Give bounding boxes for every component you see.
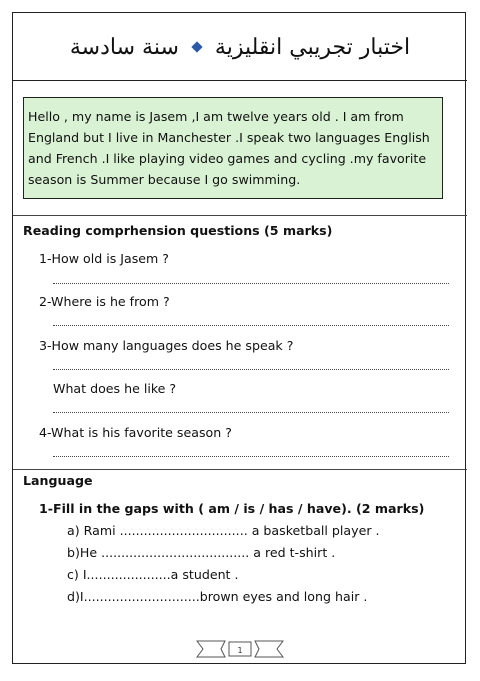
question-3b: What does he like ? (53, 381, 177, 396)
gap-row-c[interactable]: c) I.....................a student . (67, 567, 239, 582)
passage-line: season is Summer because I go swimming. (28, 172, 301, 187)
worksheet-page (12, 12, 466, 664)
answer-line-3b[interactable] (53, 412, 449, 413)
page-ornament (195, 637, 285, 661)
worksheet-header (13, 27, 467, 67)
question-2: 2-Where is he from ? (39, 294, 170, 309)
question-1: 1-How old is Jasem ? (39, 251, 169, 266)
header-title-exam: اختبار تجريبي انقليزية (214, 34, 411, 60)
ornament-right-icon (255, 641, 283, 657)
section-divider (13, 215, 467, 216)
passage-line: England but I live in Manchester .I speak two languages English (28, 130, 430, 145)
reading-passage-box (23, 97, 443, 199)
answer-line-2[interactable] (53, 325, 449, 326)
passage-line: Hello , my name is Jasem ,I am twelve years old . I am from (28, 109, 404, 124)
header-title-grade: سنة سادسة (69, 34, 179, 60)
diamond-bullet-icon (191, 41, 202, 52)
gap-row-b[interactable]: b)He ..................................... a red t-shirt . (67, 545, 336, 560)
question-4: 4-What is his favorite season ? (39, 425, 232, 440)
reading-section-title: Reading comprhension questions (5 marks) (23, 223, 333, 238)
page-number: 1 (237, 646, 243, 655)
answer-line-3[interactable] (53, 369, 449, 370)
ornament-left-icon (197, 641, 225, 657)
fill-gaps-instruction: 1-Fill in the gaps with ( am / is / has / have). (2 marks) (39, 501, 425, 516)
gap-row-d[interactable]: d)I.............................brown eyes and long hair . (67, 589, 368, 604)
gap-row-a[interactable]: a) Rami ................................ a basketball player . (67, 523, 380, 538)
language-section-title: Language (23, 473, 93, 488)
header-divider (13, 80, 467, 81)
passage-line: and French .I like playing video games and cycling .my favorite (28, 151, 427, 166)
question-3: 3-How many languages does he speak ? (39, 338, 294, 353)
section-divider (13, 469, 467, 470)
answer-line-4[interactable] (53, 456, 449, 457)
answer-line-1[interactable] (53, 283, 449, 284)
